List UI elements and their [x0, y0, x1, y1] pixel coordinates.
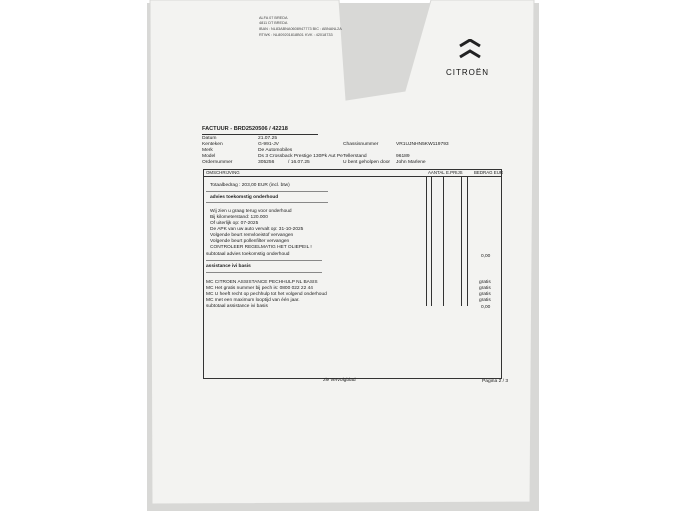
- header-amount: BEDRAG EUR: [474, 170, 504, 175]
- column-divider-1: [426, 176, 427, 306]
- field-brand-value: De Automobiles: [258, 148, 293, 153]
- field-brand-label: Merk: [202, 148, 213, 153]
- field-chassis-label: Chassisnummer: [343, 142, 379, 147]
- line-maintenance-6: Volgende beurt pollenfilter vervangen: [210, 239, 290, 244]
- section-maintenance-title: advies toekomstig onderhoud: [210, 195, 279, 200]
- field-plate-label: Kenteken: [202, 142, 223, 147]
- address-line-4: RTWK : NL809201818B01 KVK : 42018733: [259, 33, 333, 37]
- line-assistance-subtotal: subtotaal assistance ivi basis: [206, 304, 268, 309]
- continue-note: zie vervolgblad: [323, 378, 356, 383]
- amount-assistance-2: gratis: [479, 286, 491, 291]
- field-chassis-value: VR1UJNHN5KW119793: [396, 142, 449, 147]
- header-description: OMSCHRIJVING: [206, 170, 240, 175]
- total-separator: [206, 191, 328, 192]
- line-maintenance-1: Wij zien u graag terug voor onderhoud: [210, 209, 292, 214]
- address-line-2: 4811 DT BREDA: [259, 21, 288, 25]
- header-unit-price: E.PRIJS: [446, 170, 463, 175]
- line-maintenance-5: Volgende beurt remvloeistof vervangen: [210, 233, 294, 238]
- line-maintenance-4: De APK van uw auto vervalt op: 31-10-2025: [210, 227, 304, 232]
- page-number: Pagina 2 / 3: [482, 379, 509, 384]
- line-assistance-4: MC met een maximum looptijd van één jaar.: [206, 298, 300, 303]
- field-advisor-label: U bent geholpen door: [343, 160, 391, 165]
- column-divider-3: [443, 176, 444, 306]
- line-maintenance-3: Of uiterlijk op: 07-2025: [210, 221, 259, 226]
- field-order-label: Ordernummer: [202, 160, 233, 165]
- field-advisor-value: John Marlene: [396, 160, 426, 165]
- field-date-value: 21.07.25: [258, 136, 278, 141]
- header-quantity: AANTAL: [428, 170, 445, 175]
- line-maintenance-7: CONTROLEER REGELMATIG HET OLIEPEIL !: [210, 245, 312, 250]
- table-frame: [203, 169, 502, 379]
- line-assistance-1: MC CITROEN ASSISTANCE PECHHULP NL BASIS: [206, 280, 318, 285]
- line-total: Totaalbedrag : 203,00 EUR (incl. btw): [210, 183, 290, 188]
- column-divider-5: [467, 176, 468, 306]
- field-date-label: Datum: [202, 136, 217, 141]
- amount-assistance-1: gratis: [479, 280, 491, 285]
- subtotal-separator-1: [206, 260, 322, 261]
- amount-assistance-subtotal: 0,00: [481, 305, 491, 310]
- address-line-1: ALFA 07 BREDA: [259, 16, 288, 20]
- citroen-chevrons-icon: [456, 39, 484, 64]
- amount-maintenance-subtotal: 0,00: [481, 254, 491, 259]
- section-assistance-title: assistance ivi basis: [206, 264, 251, 269]
- invoice-title: FACTUUR - BRD2520506 / 42218: [202, 126, 288, 132]
- column-divider-2: [431, 176, 432, 306]
- title-underline: [202, 134, 318, 135]
- line-maintenance-2: Bij kilometerstand: 120.000: [210, 215, 268, 220]
- line-assistance-2: MC Het gratis nummer bij pech is: 0800 022 22 44: [206, 286, 313, 291]
- amount-assistance-3: gratis: [479, 292, 491, 297]
- amount-assistance-4: gratis: [479, 298, 491, 303]
- line-assistance-3: MC U heeft recht op pechhulp tot het volgend onderhoud: [206, 292, 327, 297]
- table-header-line: [203, 176, 501, 177]
- field-order-value: 305256: [258, 160, 275, 165]
- maintenance-underline: [206, 202, 328, 203]
- field-model-label: Model: [202, 154, 216, 159]
- line-maintenance-subtotal: subtotaal advies toekomstig onderhoud: [206, 252, 290, 257]
- brand-wordmark: CITROËN: [446, 68, 489, 77]
- field-odometer-label: Tellerstand: [343, 154, 367, 159]
- field-order-date: / 16.07.25: [288, 160, 310, 165]
- column-divider-4: [461, 176, 462, 306]
- address-line-3: IBAN : NL83ABNA0608947773 BIC : ABNANL2A: [259, 27, 342, 31]
- field-model-value: Ds 3 Crossback Prestige 130Pk Aut Pe: [258, 154, 343, 159]
- field-odometer-value: 96189: [396, 154, 410, 159]
- assistance-underline: [206, 272, 322, 273]
- field-plate-value: G-991-JV: [258, 142, 279, 147]
